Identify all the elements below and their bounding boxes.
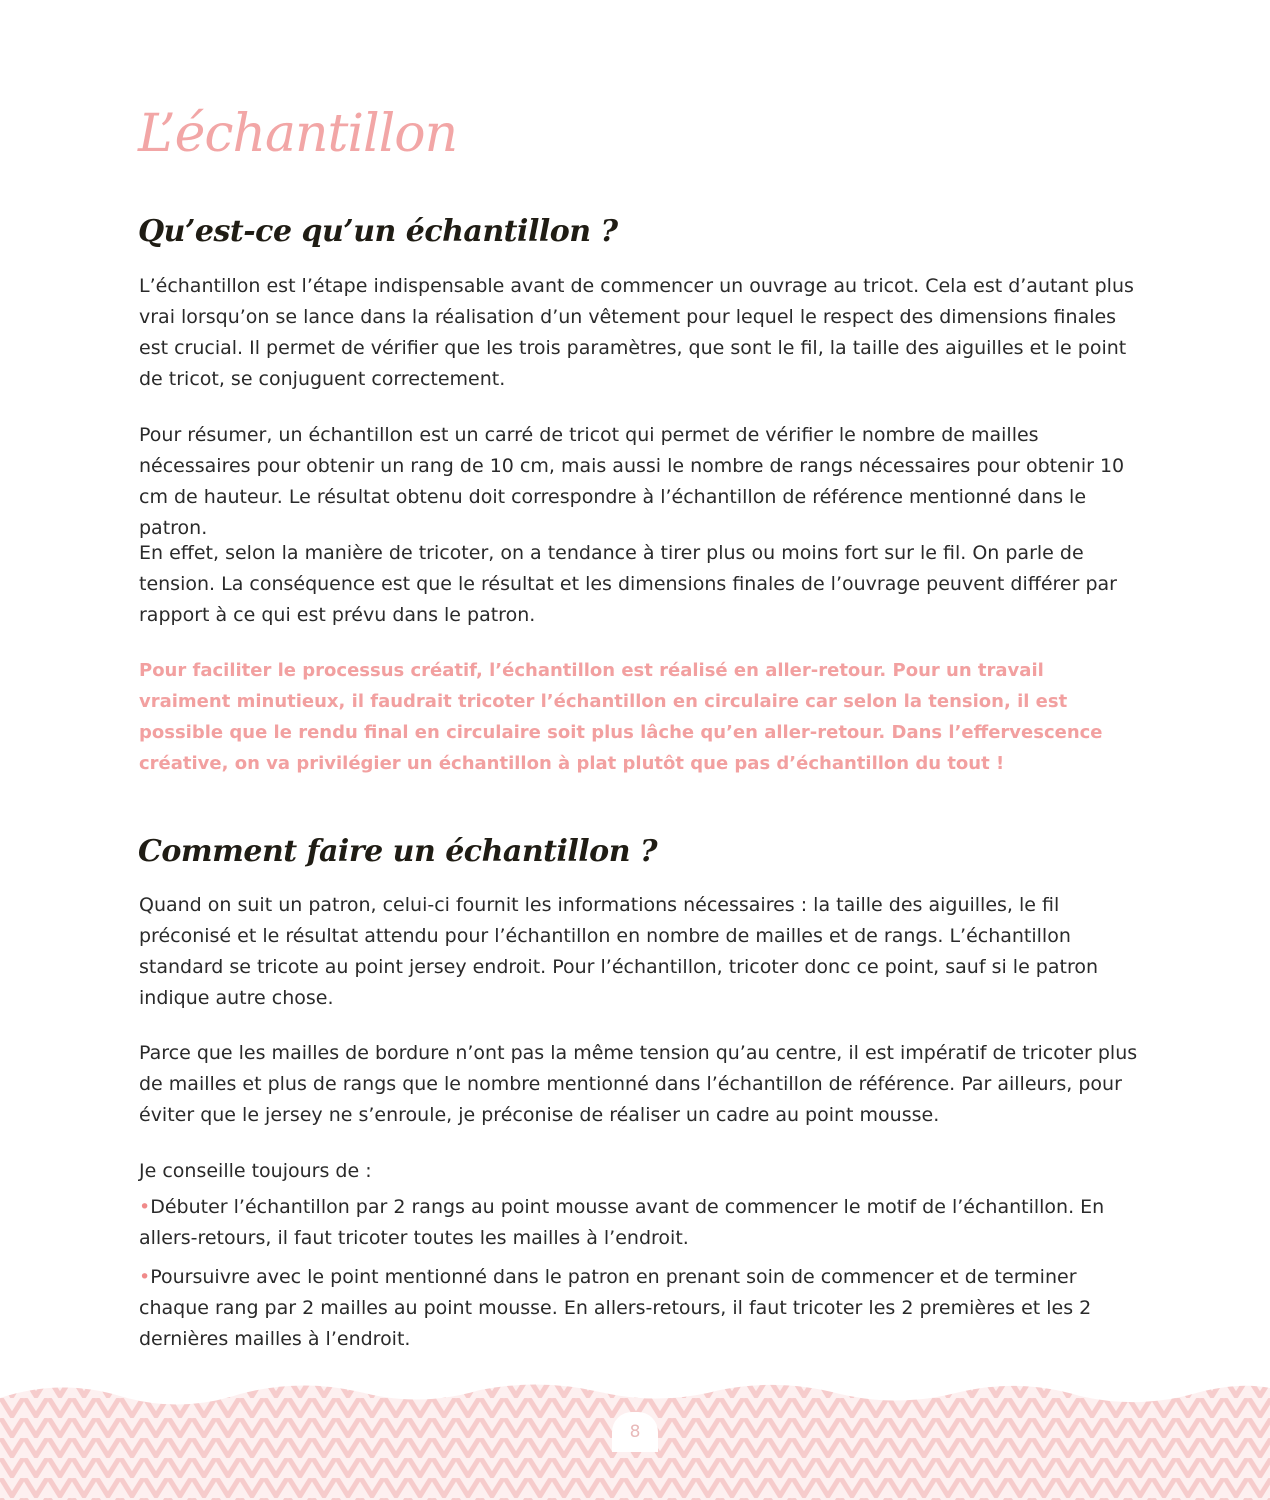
list-item-text: Poursuivre avec le point mentionné dans le patron en prenant soin de commencer et de terminer chaque rang par 2 mailles au point mousse. En allers-retours, il faut tricoter les 2 premières et les 2 dernières mailles à l’endroit. <box>139 1266 1092 1350</box>
list-item <box>139 1262 1139 1355</box>
page-title: L’échantillon <box>138 104 458 164</box>
page-number: 8 <box>612 1412 658 1452</box>
list-item-text: Débuter l’échantillon par 2 rangs au point mousse avant de commencer le motif de l’échantillon. En allers-retours, il faut tricoter toutes les mailles à l’endroit. <box>139 1196 1105 1249</box>
bullet-icon: • <box>139 1266 151 1288</box>
paragraph: Parce que les mailles de bordure n’ont pas la même tension qu’au centre, il est impératif de tricoter plus de mailles et plus de rangs que le nombre mentionné dans l’échantillon de référence. Par ailleurs, pour éviter que le jersey ne s’enroule, je préconise de réaliser un cadre au point mousse. <box>139 1042 1138 1126</box>
paragraph: En effet, selon la manière de tricoter, on a tendance à tirer plus ou moins fort sur le fil. On parle de tension. La conséquence est que le résultat et les dimensions finales de l’ouvrage peuvent différer par rapport à ce qui est prévu dans le patron. <box>139 542 1117 626</box>
paragraph: L’échantillon est l’étape indispensable avant de commencer un ouvrage au tricot. Cela est d’autant plus vrai lorsqu’on se lance dans la réalisation d’un vêtement pour lequel le respect des dimensions finales est crucial. Il permet de vérifier que les trois paramètres, que sont le fil, la taille des aiguilles et le point de tricot, se conjuguent correctement. <box>139 275 1134 390</box>
section-heading-what: Qu’est-ce qu’un échantillon ? <box>138 214 618 249</box>
list-item <box>139 1192 1139 1254</box>
section-heading-how: Comment faire un échantillon ? <box>138 834 658 869</box>
highlight-note: Pour faciliter le processus créatif, l’échantillon est réalisé en aller-retour. Pour un travail vraiment minutieux, il faudrait tricoter l’échantillon en circulaire car selon la tension, il est possible que le rendu final en circulaire soit plus lâche qu’en aller-retour. Dans l’effervescence créative, on va privilégier un échantillon à plat plutôt que pas d’échantillon du tout ! <box>139 660 1103 774</box>
paragraph: Quand on suit un patron, celui-ci fournit les informations nécessaires : la taille des aiguilles, le fil préconisé et le résultat attendu pour l’échantillon en nombre de mailles et de rangs. L’échantillon standard se tricote au point jersey endroit. Pour l’échantillon, tricoter donc ce point, sauf si le patron indique autre chose. <box>139 894 1099 1009</box>
bullet-icon: • <box>139 1196 151 1218</box>
paragraph: Pour résumer, un échantillon est un carré de tricot qui permet de vérifier le nombre de mailles nécessaires pour obtenir un rang de 10 cm, mais aussi le nombre de rangs nécessaires pour obtenir 10 cm de hauteur. Le résultat obtenu doit correspondre à l’échantillon de référence mentionné dans le patron. <box>139 424 1125 539</box>
list-intro: Je conseille toujours de : <box>139 1160 372 1182</box>
